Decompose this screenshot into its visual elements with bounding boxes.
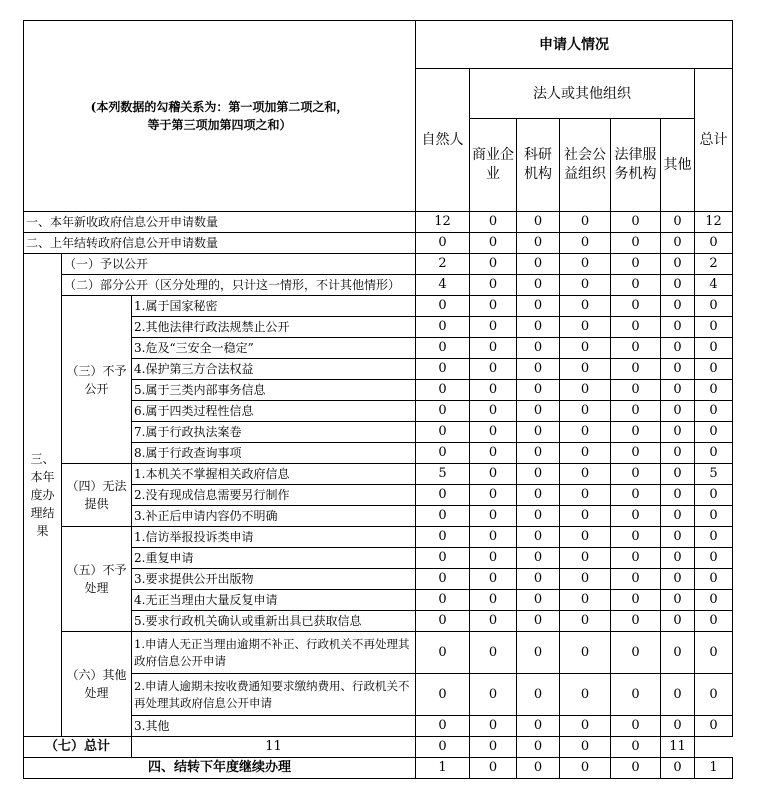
cell-sci: 0	[517, 275, 560, 296]
cell-soc: 0	[560, 359, 611, 380]
row-label: 1.属于国家秘密	[132, 296, 416, 317]
cell-biz: 0	[470, 422, 517, 443]
row-label: 4.保护第三方合法权益	[132, 359, 416, 380]
cell-other: 0	[661, 506, 695, 527]
cell-total: 0	[695, 296, 733, 317]
cell-total: 0	[695, 380, 733, 401]
cell-natural: 0	[416, 338, 470, 359]
cell-soc: 0	[560, 317, 611, 338]
cell-law: 0	[611, 632, 661, 674]
applicant-header: 申请人情况	[416, 21, 733, 69]
cell-biz: 0	[470, 464, 517, 485]
cell-soc: 0	[560, 212, 611, 233]
cell-sci: 0	[517, 674, 560, 716]
cell-sci: 0	[517, 527, 560, 548]
cell-soc: 0	[560, 401, 611, 422]
cell-law: 0	[611, 359, 661, 380]
legal-org-header: 法人或其他组织	[470, 69, 695, 119]
cell-total: 0	[695, 506, 733, 527]
row-label: 4.无正当理由大量反复申请	[132, 590, 416, 611]
cell-total: 5	[695, 464, 733, 485]
biz-header: 商业企业	[470, 119, 517, 212]
row-label: 1.信访举报投诉类申请	[132, 527, 416, 548]
cell-natural: 0	[416, 233, 470, 254]
cell-total: 0	[695, 716, 733, 737]
cell-biz: 0	[470, 485, 517, 506]
cell-biz: 0	[470, 674, 517, 716]
cell-other: 0	[661, 527, 695, 548]
cell-soc: 0	[560, 632, 611, 674]
report-table-container	[23, 20, 733, 779]
cell-natural: 0	[416, 401, 470, 422]
cell-total: 0	[695, 485, 733, 506]
row-label: 一、本年新收政府信息公开申请数量	[24, 212, 416, 233]
cell-biz: 0	[470, 611, 517, 632]
cell-sci: 0	[517, 254, 560, 275]
row-label: 6.属于四类过程性信息	[132, 401, 416, 422]
cell-biz: 0	[470, 296, 517, 317]
cell-biz: 0	[470, 506, 517, 527]
cell-natural: 0	[416, 359, 470, 380]
cell-natural: 0	[416, 716, 470, 737]
table-row	[24, 233, 733, 254]
cell-other: 0	[661, 212, 695, 233]
cell-law: 0	[611, 464, 661, 485]
cell-sci: 0	[517, 296, 560, 317]
cell-biz: 0	[470, 527, 517, 548]
table-row	[24, 737, 733, 758]
total-header: 总计	[695, 69, 733, 212]
cell-natural: 12	[416, 212, 470, 233]
cell-law: 0	[611, 548, 661, 569]
cell-other: 0	[661, 275, 695, 296]
cell-law: 0	[611, 212, 661, 233]
cell-soc: 0	[560, 338, 611, 359]
soc-header: 社会公益组织	[560, 119, 611, 212]
row-label: 3.其他	[132, 716, 416, 737]
cell-other: 0	[661, 464, 695, 485]
cell-soc: 0	[560, 611, 611, 632]
cell-soc: 0	[560, 422, 611, 443]
cell-law: 0	[560, 737, 611, 758]
cell-natural: 11	[132, 737, 416, 758]
row-label: 8.属于行政查询事项	[132, 443, 416, 464]
cell-soc: 0	[517, 737, 560, 758]
cell-soc: 0	[560, 464, 611, 485]
cell-soc: 0	[560, 485, 611, 506]
cell-law: 0	[611, 485, 661, 506]
cell-other: 0	[661, 233, 695, 254]
row-label: 1.申请人无正当理由逾期不补正、行政机关不再处理其政府信息公开申请	[132, 632, 416, 674]
cell-natural: 0	[416, 485, 470, 506]
cell-law: 0	[611, 527, 661, 548]
cell-soc: 0	[560, 233, 611, 254]
group3-label: （三）不予公开	[62, 296, 132, 464]
cell-law: 0	[611, 611, 661, 632]
table-row	[24, 275, 733, 296]
row-label: 二、上年结转政府信息公开申请数量	[24, 233, 416, 254]
row-label: 2.重复申请	[132, 548, 416, 569]
cell-biz: 0	[470, 632, 517, 674]
cell-other: 0	[661, 254, 695, 275]
row-label: 3.要求提供公开出版物	[132, 569, 416, 590]
cell-sci: 0	[517, 359, 560, 380]
row-label: 四、结转下年度继续办理	[24, 758, 416, 779]
cell-biz: 0	[470, 716, 517, 737]
cell-sci: 0	[517, 233, 560, 254]
cell-other: 0	[661, 401, 695, 422]
row-label: 3.危及“三安全一稳定”	[132, 338, 416, 359]
cell-sci: 0	[517, 401, 560, 422]
cell-law: 0	[611, 338, 661, 359]
table-row	[24, 254, 733, 275]
cell-other: 0	[611, 737, 661, 758]
cell-biz: 0	[470, 590, 517, 611]
group4-label: （四）无法提供	[62, 464, 132, 527]
cell-total: 12	[695, 212, 733, 233]
cell-total: 0	[695, 359, 733, 380]
cell-natural: 0	[416, 422, 470, 443]
group5-label: （五）不予处理	[62, 527, 132, 632]
cell-natural: 0	[416, 611, 470, 632]
cell-biz: 0	[470, 569, 517, 590]
cell-total: 11	[661, 737, 695, 758]
group6-label: （六）其他处理	[62, 632, 132, 737]
sci-header: 科研机构	[517, 119, 560, 212]
row-label: （七）总计	[24, 737, 132, 758]
cell-other: 0	[661, 611, 695, 632]
cell-biz: 0	[470, 254, 517, 275]
cell-sci: 0	[517, 380, 560, 401]
cell-total: 0	[695, 569, 733, 590]
cell-law: 0	[611, 254, 661, 275]
cell-total: 0	[695, 632, 733, 674]
header-note-line1: (本列数据的勾稽关系为：第一项加第二项之和，	[90, 100, 349, 114]
other-header: 其他	[661, 119, 695, 212]
cell-other: 0	[661, 359, 695, 380]
cell-law: 0	[611, 275, 661, 296]
cell-sci: 0	[517, 548, 560, 569]
cell-natural: 0	[416, 380, 470, 401]
cell-sci: 0	[517, 611, 560, 632]
law-header: 法律服务机构	[611, 119, 661, 212]
cell-other: 0	[661, 590, 695, 611]
cell-natural: 1	[416, 758, 470, 779]
cell-other: 0	[661, 380, 695, 401]
cell-biz: 0	[470, 317, 517, 338]
cell-sci: 0	[517, 632, 560, 674]
row-label: （一）予以公开	[62, 254, 416, 275]
cell-soc: 0	[560, 569, 611, 590]
cell-biz: 0	[470, 212, 517, 233]
table-row	[24, 212, 733, 233]
cell-total: 0	[695, 338, 733, 359]
cell-other: 0	[661, 674, 695, 716]
cell-total: 2	[695, 254, 733, 275]
cell-total: 0	[695, 443, 733, 464]
row-label: 2.申请人逾期未按收费通知要求缴纳费用、行政机关不再处理其政府信息公开申请	[132, 674, 416, 716]
row-label: （二）部分公开（区分处理的，只计这一情形，不计其他情形）	[62, 275, 416, 296]
natural-person-header: 自然人	[416, 69, 470, 212]
disclosure-statistics-table	[23, 20, 733, 779]
cell-biz: 0	[470, 359, 517, 380]
row-label: 3.补正后申请内容仍不明确	[132, 506, 416, 527]
cell-law: 0	[611, 506, 661, 527]
cell-other: 0	[661, 758, 695, 779]
cell-soc: 0	[560, 716, 611, 737]
cell-sci: 0	[470, 737, 517, 758]
cell-other: 0	[661, 296, 695, 317]
cell-natural: 4	[416, 275, 470, 296]
cell-other: 0	[661, 548, 695, 569]
cell-law: 0	[611, 317, 661, 338]
cell-law: 0	[611, 401, 661, 422]
cell-total: 0	[695, 590, 733, 611]
cell-sci: 0	[517, 716, 560, 737]
cell-sci: 0	[517, 485, 560, 506]
cell-natural: 2	[416, 254, 470, 275]
row-label: 5.属于三类内部事务信息	[132, 380, 416, 401]
row-label: 2.没有现成信息需要另行制作	[132, 485, 416, 506]
cell-total: 0	[695, 674, 733, 716]
cell-soc: 0	[560, 758, 611, 779]
row-label: 1.本机关不掌握相关政府信息	[132, 464, 416, 485]
cell-soc: 0	[560, 527, 611, 548]
cell-total: 0	[695, 401, 733, 422]
cell-natural: 0	[416, 443, 470, 464]
cell-biz: 0	[470, 338, 517, 359]
cell-soc: 0	[560, 548, 611, 569]
table-row	[24, 632, 733, 674]
cell-natural: 0	[416, 296, 470, 317]
cell-natural: 5	[416, 464, 470, 485]
cell-other: 0	[661, 569, 695, 590]
cell-natural: 0	[416, 317, 470, 338]
cell-total: 0	[695, 548, 733, 569]
cell-natural: 0	[416, 674, 470, 716]
cell-biz: 0	[470, 401, 517, 422]
cell-soc: 0	[560, 506, 611, 527]
row-label: 5.要求行政机关确认或重新出具已获取信息	[132, 611, 416, 632]
cell-biz: 0	[470, 758, 517, 779]
cell-biz: 0	[470, 233, 517, 254]
cell-law: 0	[611, 380, 661, 401]
cell-soc: 0	[560, 443, 611, 464]
cell-total: 0	[695, 527, 733, 548]
cell-soc: 0	[560, 296, 611, 317]
cell-total: 0	[695, 422, 733, 443]
cell-biz: 0	[470, 380, 517, 401]
cell-other: 0	[661, 632, 695, 674]
cell-soc: 0	[560, 380, 611, 401]
cell-natural: 0	[416, 527, 470, 548]
cell-total: 0	[695, 611, 733, 632]
row-label: 2.其他法律行政法规禁止公开	[132, 317, 416, 338]
table-row	[24, 758, 733, 779]
cell-other: 0	[661, 422, 695, 443]
cell-natural: 0	[416, 548, 470, 569]
cell-sci: 0	[517, 338, 560, 359]
cell-law: 0	[611, 233, 661, 254]
cell-natural: 0	[416, 632, 470, 674]
cell-law: 0	[611, 590, 661, 611]
cell-sci: 0	[517, 212, 560, 233]
table-row	[24, 464, 733, 485]
header-note	[24, 21, 416, 212]
header-note-line2: 等于第三项加第四项之和）	[147, 118, 292, 132]
cell-soc: 0	[560, 674, 611, 716]
cell-other: 0	[661, 338, 695, 359]
cell-law: 0	[611, 716, 661, 737]
cell-sci: 0	[517, 569, 560, 590]
cell-law: 0	[611, 296, 661, 317]
cell-sci: 0	[517, 317, 560, 338]
cell-natural: 0	[416, 506, 470, 527]
cell-biz: 0	[470, 443, 517, 464]
cell-total: 0	[695, 317, 733, 338]
cell-natural: 0	[416, 569, 470, 590]
table-row	[24, 296, 733, 317]
cell-law: 0	[611, 674, 661, 716]
cell-biz: 0	[470, 548, 517, 569]
cell-total: 4	[695, 275, 733, 296]
cell-law: 0	[611, 422, 661, 443]
cell-biz: 0	[416, 737, 470, 758]
cell-law: 0	[611, 569, 661, 590]
cell-biz: 0	[470, 275, 517, 296]
cell-total: 1	[695, 758, 733, 779]
table-row	[24, 527, 733, 548]
cell-sci: 0	[517, 758, 560, 779]
section3-label: 三、本年度办理结果	[24, 254, 62, 737]
cell-total: 0	[695, 233, 733, 254]
cell-other: 0	[661, 443, 695, 464]
cell-other: 0	[661, 485, 695, 506]
cell-sci: 0	[517, 506, 560, 527]
cell-sci: 0	[517, 464, 560, 485]
cell-other: 0	[661, 716, 695, 737]
cell-soc: 0	[560, 275, 611, 296]
row-label: 7.属于行政执法案卷	[132, 422, 416, 443]
cell-law: 0	[611, 758, 661, 779]
cell-sci: 0	[517, 590, 560, 611]
cell-law: 0	[611, 443, 661, 464]
cell-natural: 0	[416, 590, 470, 611]
cell-soc: 0	[560, 254, 611, 275]
cell-other: 0	[661, 317, 695, 338]
cell-sci: 0	[517, 443, 560, 464]
cell-soc: 0	[560, 590, 611, 611]
cell-sci: 0	[517, 422, 560, 443]
